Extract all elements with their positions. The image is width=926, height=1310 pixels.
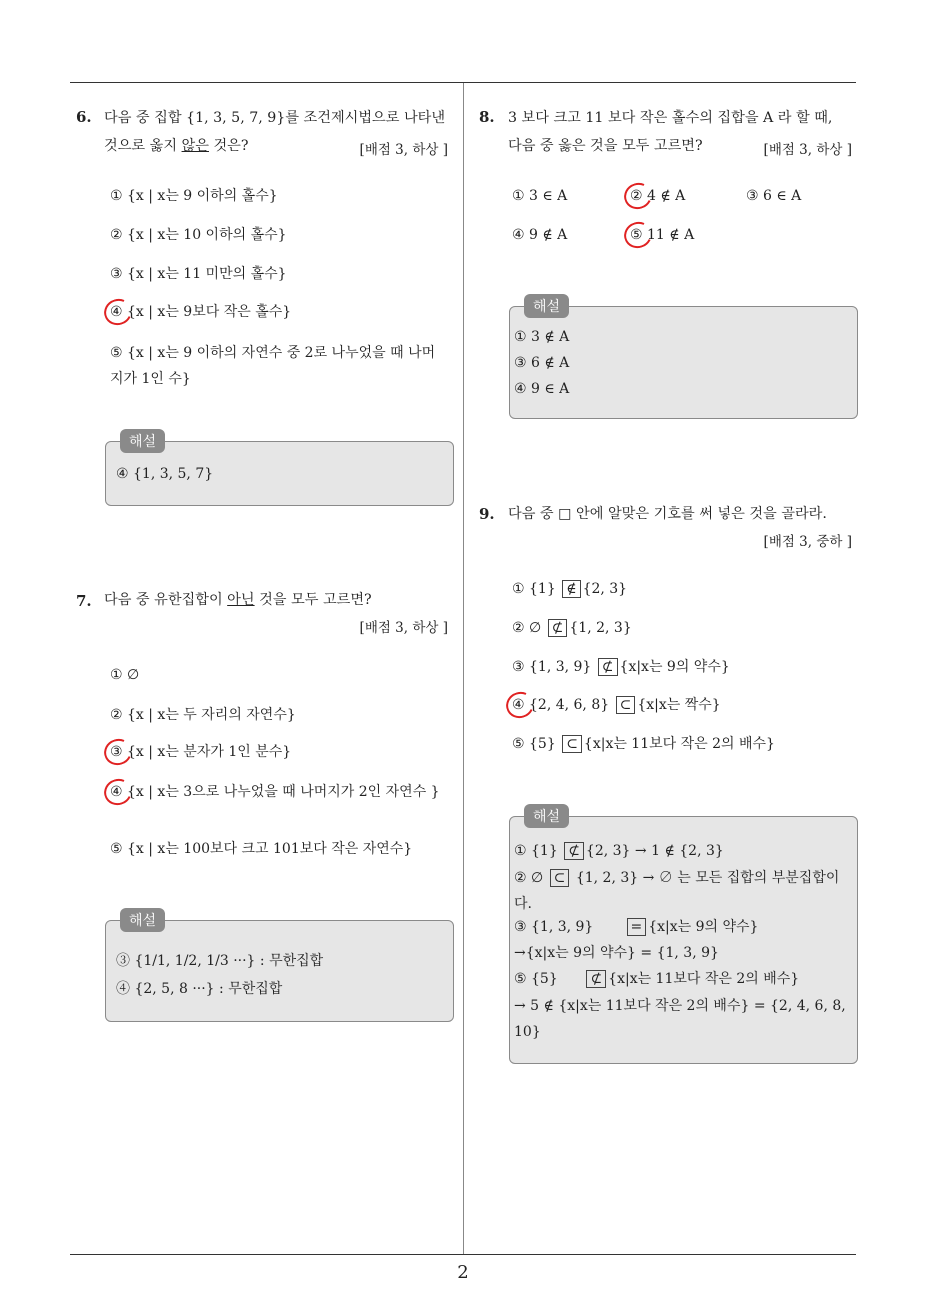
option-5[interactable]: ⑤ {x | x는 100보다 크고 101보다 작은 자연수} [110, 841, 413, 857]
solution-box [105, 434, 454, 506]
option-1[interactable]: ① {x | x는 9 이하의 홀수} [110, 188, 278, 204]
option-rhs: {x|x는 11보다 작은 2의 배수} [583, 736, 775, 752]
option-2[interactable]: ② 4 ∉ A [630, 188, 686, 204]
question-number: 7. [76, 592, 92, 610]
option-3[interactable]: ③ {x | x는 11 미만의 홀수} [110, 266, 287, 282]
option-4[interactable]: ④ {x | x는 9보다 작은 홀수} [110, 304, 292, 320]
page-number: 2 [457, 1262, 469, 1283]
question-number: 9. [479, 505, 495, 523]
text-segment: 것은? [208, 138, 249, 154]
solution-tag: 해설 [120, 429, 165, 453]
option-rhs: {x|x는 9의 약수} [619, 659, 730, 675]
solution-line: →{x|x는 9의 약수} = {1, 3, 9} [514, 945, 719, 961]
text-segment: {x|x는 11보다 작은 2의 배수} [608, 971, 800, 987]
solution-tag: 해설 [120, 908, 165, 932]
boxed-symbol: ⊂ [616, 696, 636, 714]
option-lhs: ③ {1, 3, 9} [512, 659, 592, 675]
option-2[interactable] [512, 615, 632, 641]
option-5[interactable]: ⑤ 11 ∉ A [630, 227, 695, 243]
option-3[interactable]: ③ {x | x는 분자가 1인 분수} [110, 744, 292, 760]
question-line: 3 보다 크고 11 보다 작은 홀수의 집합을 A 라 할 때, [508, 110, 833, 126]
question-number: 8. [479, 108, 495, 126]
solution-line: ④ 9 ∈ A [514, 381, 570, 397]
solution-line [514, 841, 724, 861]
boxed-symbol: ⊄ [564, 842, 584, 860]
text-segment: {2, 3} → 1 ∉ {2, 3} [585, 843, 724, 859]
text-segment: ① {1} [514, 843, 558, 859]
question-line: 다음 중 집합 {1, 3, 5, 7, 9}를 조건제시법으로 나타낸 [104, 110, 446, 126]
solution-line: ① 3 ∉ A [514, 329, 570, 345]
score-label: [배점 3, 하상 ] [359, 142, 448, 158]
boxed-symbol: = [627, 918, 647, 936]
option-lhs: ① {1} [512, 581, 556, 597]
bottom-rule [70, 1254, 856, 1255]
text-segment: 것으로 옳지 [104, 138, 182, 154]
underlined-word: 않은 [181, 138, 209, 154]
boxed-symbol: ⊂ [550, 869, 570, 887]
option-lhs: ⑤ {5} [512, 736, 556, 752]
solution-tag: 해설 [524, 294, 569, 318]
question-line: 다음 중 옳은 것을 모두 고르면? [508, 138, 703, 154]
option-2[interactable]: ② {x | x는 두 자리의 자연수} [110, 707, 296, 723]
option-lhs: ④ {2, 4, 6, 8} [512, 697, 610, 713]
column-divider [463, 83, 464, 1255]
text-segment: ⑤ {5} [514, 971, 558, 987]
boxed-symbol: ⊂ [562, 735, 582, 753]
option-1[interactable]: ① ∅ [110, 667, 140, 683]
boxed-symbol: ⊄ [598, 658, 618, 676]
solution-line [514, 969, 799, 989]
solution-line: ④ {2, 5, 8 ···} : 무한집합 [116, 981, 283, 997]
underlined-word: 아닌 [227, 592, 255, 608]
solution-line: ④ {1, 3, 5, 7} [116, 466, 214, 482]
option-2[interactable]: ② {x | x는 10 이하의 홀수} [110, 227, 287, 243]
question-number: 6. [76, 108, 92, 126]
option-3[interactable] [512, 654, 730, 680]
boxed-symbol: ∉ [562, 580, 580, 598]
score-label: [배점 3, 하상 ] [359, 620, 448, 636]
option-1[interactable]: ① 3 ∈ A [512, 188, 568, 204]
solution-tag: 해설 [524, 804, 569, 828]
question-text [104, 586, 372, 614]
solution-box [509, 809, 858, 1064]
option-4[interactable]: ④ 9 ∉ A [512, 227, 568, 243]
text-segment: ② ∅ [514, 870, 544, 886]
option-5[interactable]: ⑤ {x | x는 9 이하의 자연수 중 2로 나누었을 때 나머지가 1인 수} [110, 345, 436, 387]
option-rhs: {1, 2, 3} [569, 620, 632, 636]
boxed-symbol: ⊄ [586, 970, 606, 988]
option-4[interactable] [512, 692, 721, 718]
solution-line: ③ 6 ∉ A [514, 355, 570, 371]
boxed-symbol: ⊄ [548, 619, 568, 637]
option-3[interactable]: ③ 6 ∈ A [746, 188, 802, 204]
option-4[interactable]: ④ {x | x는 3으로 나누었을 때 나머지가 2인 자연수 } [110, 784, 440, 800]
solution-box [509, 299, 858, 419]
option-rhs: {2, 3} [582, 581, 628, 597]
solution-line: → 5 ∉ {x|x는 11보다 작은 2의 배수} = {2, 4, 6, 8, 10} [514, 998, 846, 1040]
solution-line [514, 865, 850, 917]
text-segment: 다음 중 유한집합이 [104, 592, 228, 608]
text-segment: {1, 2, 3} → ∅ 는 모든 집합의 부분집합이다. [514, 870, 840, 912]
solution-line: ③ {1/1, 1/2, 1/3 ···} : 무한집합 [116, 953, 324, 969]
option-rhs: {x|x는 짝수} [637, 697, 721, 713]
option-5[interactable] [512, 731, 775, 757]
score-label: [배점 3, 하상 ] [763, 142, 852, 158]
option-lhs: ② ∅ [512, 620, 542, 636]
text-segment: {x|x는 9의 약수} [648, 919, 759, 935]
question-text: 다음 중 □ 안에 알맞은 기호를 써 넣은 것을 골라라. [508, 506, 827, 522]
option-1[interactable] [512, 576, 627, 602]
solution-box [105, 913, 454, 1022]
text-segment: 것을 모두 고르면? [254, 592, 372, 608]
score-label: [배점 3, 중하 ] [763, 534, 852, 550]
solution-line [514, 917, 758, 937]
text-segment: ③ {1, 3, 9} [514, 919, 594, 935]
